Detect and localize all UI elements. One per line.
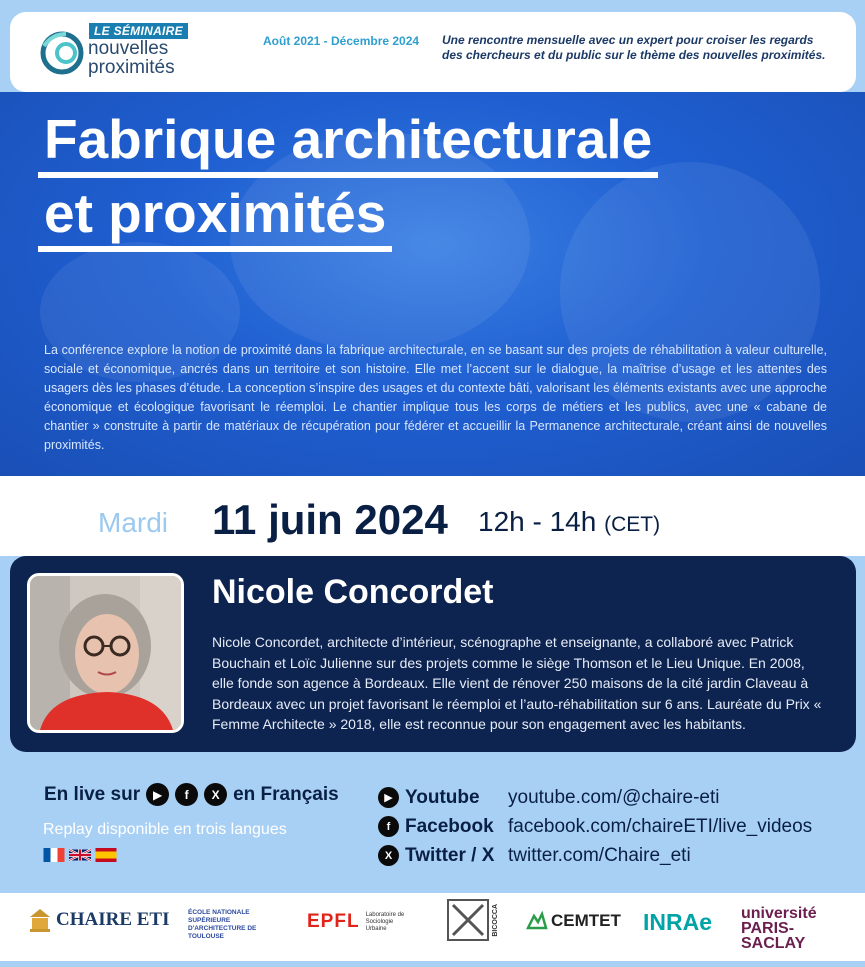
series-tagline: Une rencontre mensuelle avec un expert pour croiser les regards des chercheurs et du public sur le thème des nouvelles proximités. (442, 33, 826, 62)
live-suffix: en Français (233, 783, 339, 805)
language-flags (43, 848, 117, 862)
link-name: Youtube (405, 786, 480, 808)
chaire-eti-text: CHAIRE ETI (56, 909, 170, 930)
event-day: Mardi (98, 507, 169, 538)
logo-line1: nouvelles (88, 38, 169, 59)
conference-description: La conférence explore la notion de proximité dans la fabrique architecturale, en se basant sur des projets de réhabilitation à valeur culturelle, sociale et économique, ancrés dans un territoire et son histoire. Elle met l’accent sur le dialogue, la maîtrise d’usage et les attentes des usagers dès les phases d’étude. La conception s’inspire des usages et du contexte bâti, valorisant les éléments existants avec une approche économique et écologique favorisant le réemploi. Le chantier implique tous les corps de métiers et les publics, avec une « cabane de chantier » construite à partir de matériaux de récupération pour fédérer et accueillir la Permanence architecturale, créant ainsi de nouvelles proximités. (44, 343, 827, 452)
series-dates: Août 2021 - Décembre 2024 (263, 34, 420, 48)
facebook-icon: f (378, 816, 399, 837)
speaker-name: Nicole Concordet (212, 573, 494, 611)
speaker-portrait-icon (30, 576, 181, 730)
youtube-icon[interactable]: ▶ (146, 783, 169, 806)
event-date: 11 juin 2024 (212, 496, 448, 543)
uk-flag-icon (69, 848, 91, 862)
link-url[interactable]: facebook.com/chaireETI/live_videos (508, 815, 813, 837)
event-time-range: 12h - 14h (478, 506, 597, 537)
replay-note: Replay disponible en trois langues (43, 821, 287, 838)
youtube-icon: ▶ (378, 787, 399, 808)
chaire-eti-logo (28, 907, 170, 933)
header-card (10, 12, 856, 92)
partner-logos (0, 893, 865, 961)
epfl-logo (307, 911, 416, 933)
live-prefix: En live sur (44, 783, 141, 805)
live-announcement (44, 783, 339, 806)
ensa-toulouse-logo: ÉCOLE NATIONALE SUPÉRIEURE D'ARCHITECTURE DE TOULOUSE (188, 909, 257, 940)
link-url[interactable]: twitter.com/Chaire_eti (508, 844, 691, 866)
bicocca-text: BICOCCA (492, 903, 499, 937)
cemtet-logo (526, 910, 621, 932)
link-name: Twitter / X (405, 844, 495, 866)
bicocca-mark-icon (447, 899, 489, 941)
logo-line2: proximités (88, 57, 175, 78)
logo-badge: LE SÉMINAIRE (89, 23, 188, 39)
facebook-icon[interactable]: f (175, 783, 198, 806)
stream-links (378, 783, 812, 870)
inrae-logo: INRAe (643, 909, 713, 935)
bottom-bar (0, 961, 865, 967)
link-facebook[interactable] (378, 812, 812, 841)
event-time (478, 506, 660, 538)
upsaclay-logo: université PARIS-SACLAY (741, 905, 817, 952)
x-icon[interactable]: X (204, 783, 227, 806)
speaker-photo (27, 573, 184, 733)
link-url[interactable]: youtube.com/@chaire-eti (508, 786, 720, 808)
link-name: Facebook (405, 815, 494, 837)
link-twitter[interactable] (378, 841, 812, 870)
title-line-1: Fabrique architecturale (38, 108, 658, 178)
speaker-bio: Nicole Concordet, architecte d’intérieur, scénographe et enseignante, a collaboré avec Patrick Bouchain et Loïc Julienne sur des projets comme le siège Thomson et le Lieu Unique. En 2008, elle fonde son agence à Bordeaux. Elle vient de rénover 250 maisons de la cité jardin Claveau à Bordeaux avec un projet favorisant le réemploi et l’auto-réhabilitation sur 6 ans. Lauréate du Prix « Femme Architecte » 2018, elle est reconnue pour son engagement avec les habitants. (212, 634, 822, 732)
logo-mark-icon (40, 26, 84, 76)
event-timezone: (CET) (604, 513, 661, 536)
title-line-2: et proximités (38, 182, 392, 252)
hero-section (0, 92, 865, 476)
bicocca-logo (447, 899, 499, 941)
link-youtube[interactable] (378, 783, 812, 812)
france-flag-icon (43, 848, 65, 862)
cemtet-mark-icon (526, 910, 548, 932)
cemtet-text: CEMTET (551, 911, 621, 930)
x-icon: X (378, 845, 399, 866)
epfl-text: EPFL (307, 911, 360, 932)
pantheon-icon (28, 907, 52, 933)
spain-flag-icon (95, 848, 117, 862)
epfl-lab-text: Laboratoire de Sociologie Urbaine (365, 911, 405, 932)
